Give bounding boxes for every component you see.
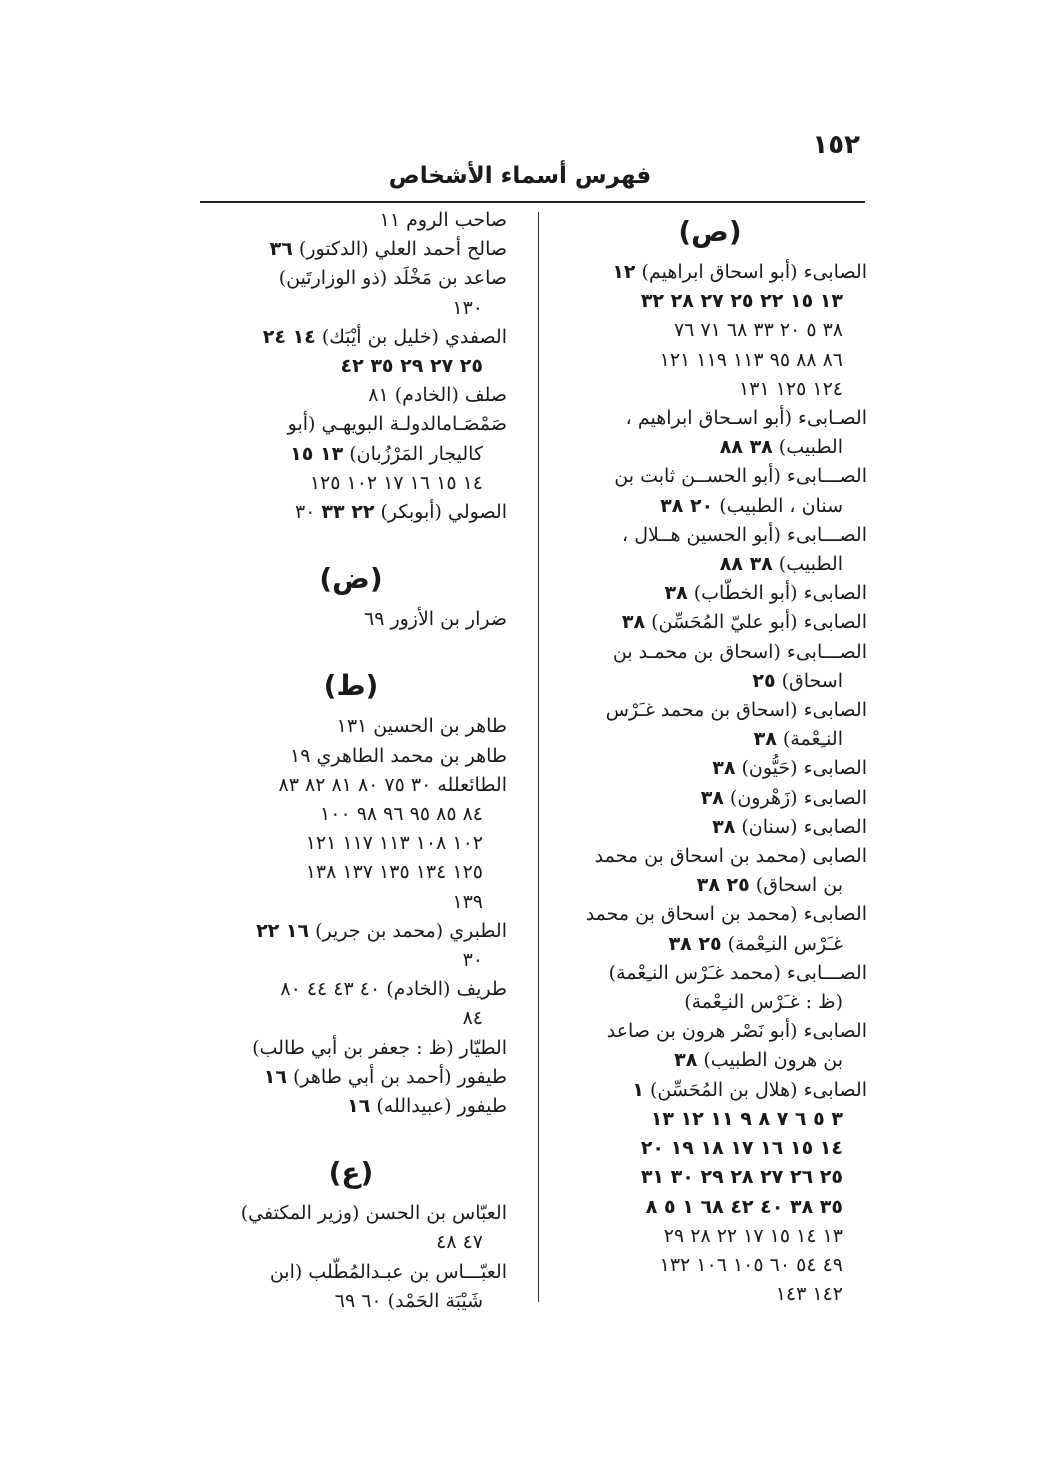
index-entry-line <box>553 638 867 667</box>
page-title: فهرس أسماء الأشخاص <box>388 163 652 189</box>
entry-bold-pages: ١٦ ٢٢ <box>256 919 310 942</box>
index-entry-line <box>195 294 507 323</box>
entries-group <box>195 712 507 1121</box>
index-entry-line <box>553 1076 867 1105</box>
index-entry-line <box>195 712 507 741</box>
index-entry-line <box>195 352 507 381</box>
index-entry-line <box>195 1063 507 1092</box>
entry-text: طيفور (أحمد بن أبي طاهر) <box>286 1065 507 1088</box>
entry-text: الطبيب) <box>772 436 843 459</box>
entry-text: الصابىء (هلال بن المُحَسِّن) <box>643 1078 867 1101</box>
index-entry-line <box>195 771 507 800</box>
index-entry-line <box>195 235 507 264</box>
entry-text: الصابىء (أبو الخطّاب) <box>687 582 867 605</box>
entry-text: ١٣٠ <box>452 296 483 319</box>
index-entry-line <box>553 1134 867 1163</box>
entry-bold-pages: ٣٨ <box>753 728 777 751</box>
index-entry-line <box>195 917 507 946</box>
index-entry-line <box>553 258 867 287</box>
entry-text: بن هرون الطبيب) <box>697 1049 843 1072</box>
index-entry-line <box>195 1034 507 1063</box>
entry-text: صلف (الخادم) ٨١ <box>368 384 507 407</box>
entry-bold-pages: ٢٥ <box>752 669 776 692</box>
index-entry-line <box>553 1046 867 1075</box>
index-entry-line <box>195 498 507 527</box>
index-entry-line <box>553 1105 867 1134</box>
index-entry-line <box>553 988 867 1017</box>
entry-text: صاحب الروم ١١ <box>379 209 507 231</box>
entry-bold-pages: ٣٨ <box>712 815 736 838</box>
entry-text: ٨٤ ٨٥ ٩٥ ٩٦ ٩٨ ١٠٠ <box>320 803 483 826</box>
entry-bold-pages: ٢٥ ٣٨ <box>696 874 750 897</box>
index-entry-line <box>553 375 867 404</box>
section-heading-sad: (ص) <box>678 215 742 248</box>
entry-text: الصابىء (سنان) <box>735 815 867 838</box>
entry-text: الصابى (محمد بن اسحاق بن محمد <box>594 845 867 868</box>
entry-text: الطبري (محمد بن جرير) <box>309 919 507 942</box>
entry-bold-pages: ٣ ٥ ٦ ٧ ٨ ٩ ١١ ١٢ ١٣ <box>650 1107 843 1130</box>
entry-text: بن اسحاق) <box>749 874 843 897</box>
entry-text: ١٢٤ ١٢٥ ١٣١ <box>739 377 843 400</box>
entry-text: ٤٧ ٤٨ <box>436 1231 483 1254</box>
entry-bold-pages: ٣٨ ٨٨ <box>719 436 773 459</box>
index-entry-line <box>553 608 867 637</box>
section-heading: (ع) <box>328 1156 374 1190</box>
entry-text: الطيّار (ظ : جعفر بن أبي طالب) <box>252 1036 507 1059</box>
entry-bold-pages: ١٦ <box>263 1065 287 1088</box>
entry-bold-pages: ١٣ ١٥ ٢٢ ٢٥ ٢٧ ٢٨ ٣٢ <box>640 290 843 313</box>
index-entry-line <box>553 316 867 345</box>
entry-text: طاهر بن محمد الطاهري ١٩ <box>290 744 507 767</box>
entry-text: الصابىء (زَهْرون) <box>723 786 867 809</box>
entry-text: ١٢٥ ١٣٤ ١٣٥ ١٣٧ ١٣٨ <box>305 861 483 884</box>
entry-text: الصابىء (أبو اسحاق ابراهيم) <box>635 261 867 283</box>
index-entry-line <box>553 1280 867 1309</box>
entry-text: الصابىء (أبو عليّ المُحَسِّن) <box>645 611 867 634</box>
index-entry-line <box>195 381 507 410</box>
entry-text: (ظ : غـَرْس النـِعْمة) <box>684 991 843 1014</box>
index-entry-line <box>195 742 507 771</box>
index-entry-line <box>195 605 507 634</box>
entry-bold-pages: ١٦ <box>347 1095 371 1118</box>
entry-text: الصـــابىء (أبو الحسين هــلال ، <box>622 523 867 546</box>
entry-bold-pages: ٣٨ ٨٨ <box>719 553 773 576</box>
entry-text: الصابىء (حَيُّون) <box>735 757 867 780</box>
entry-text: اسحاق) <box>775 669 843 692</box>
entry-text: طريف (الخادم) ٤٠ ٤٣ ٤٤ ٨٠ <box>280 978 507 1001</box>
entry-text: صاعد بن مَخْلَد (ذو الوزارتَين) <box>278 267 507 290</box>
index-entry-line <box>195 800 507 829</box>
index-entry-line <box>553 696 867 725</box>
entry-text: ٣٠ <box>462 949 483 972</box>
index-entry-line <box>553 900 867 929</box>
entry-text: سنان ، الطبيب) <box>713 494 843 517</box>
index-entry-line <box>195 858 507 887</box>
entry-text: الصابىء (محمد بن اسحاق بن محمد <box>585 903 867 926</box>
index-entry-line <box>553 579 867 608</box>
index-entry-line <box>553 346 867 375</box>
index-entry-line <box>553 930 867 959</box>
index-entry-line <box>195 469 507 498</box>
entry-bold-pages: ١ <box>632 1078 644 1101</box>
entry-text: الطائعلله ٣٠ ٧٥ ٨٠ ٨١ ٨٢ ٨٣ <box>278 773 507 796</box>
index-entry-line <box>553 462 867 491</box>
index-entry-line <box>195 888 507 917</box>
index-entry-line <box>195 1228 507 1257</box>
index-entry-line <box>195 1092 507 1121</box>
index-entry-line <box>553 1017 867 1046</box>
entry-bold-pages: ٣٦ <box>269 238 293 261</box>
entry-text: الصابىء (أبو نَصْر هرون بن صاعد <box>606 1020 867 1043</box>
entry-text: كاليجار المَرْزُبان) <box>343 442 483 465</box>
entry-bold-pages: ٣٨ <box>664 582 688 605</box>
entry-text: ٨٦ ٨٨ ٩٥ ١١٣ ١١٩ ١٢١ <box>659 348 843 371</box>
entry-text: طاهر بن الحسين ١٣١ <box>336 715 507 738</box>
entry-bold-pages: ٣٨ <box>712 757 736 780</box>
entry-bold-pages: ٣٨ <box>700 786 724 809</box>
entry-bold-pages: ٢٥ ٣٨ <box>668 932 722 955</box>
entry-tail-pages: ٣٠ <box>294 501 322 524</box>
index-entry-line <box>553 1163 867 1192</box>
entry-text: النـِعْمة) <box>776 728 843 751</box>
index-entry-line <box>195 1258 507 1287</box>
entries-group <box>195 1199 507 1316</box>
index-column-right <box>553 206 867 1309</box>
entry-text: العبّـــاس بن عبـدالمُطّلب (ابن <box>269 1260 507 1283</box>
index-entry-line <box>553 871 867 900</box>
index-entry-line <box>195 1287 507 1316</box>
index-entry-line <box>553 754 867 783</box>
entry-text: ١٤٢ ١٤٣ <box>775 1283 843 1306</box>
page-number: ١٥٢ <box>812 130 860 160</box>
index-entry-line <box>553 959 867 988</box>
index-entry-line <box>553 521 867 550</box>
entry-text: طيفور (عبيدالله) <box>370 1095 507 1118</box>
index-entry-line <box>553 1222 867 1251</box>
entry-text: الصفدي (خليل بن أيْبَك) <box>315 325 507 348</box>
section-heading: (ض) <box>319 562 383 596</box>
title-rule <box>200 201 865 203</box>
entry-text: صالح أحمد العلي (الدكتور) <box>292 238 507 261</box>
index-entry-line <box>195 975 507 1004</box>
entry-text: الصـــابىء (محمد غـَرْس النـِعْمة) <box>608 961 867 984</box>
entry-text: الطبيب) <box>772 553 843 576</box>
entry-bold-pages: ٢٢ ٣٣ <box>321 501 375 524</box>
index-entry-line <box>195 1199 507 1228</box>
entry-text: الصـابىء (أبو اسـحاق ابراهيم ، <box>625 407 867 430</box>
section-heading: (ط) <box>323 669 379 703</box>
entry-bold-pages: ٣٨ <box>621 611 646 634</box>
entry-bold-pages: ١٢ <box>612 261 636 283</box>
entries-group <box>195 206 507 527</box>
index-entry-line <box>195 323 507 352</box>
index-entry-line <box>553 725 867 754</box>
index-entry-line <box>195 1004 507 1033</box>
entry-bold-pages: ٣٨ <box>674 1049 698 1072</box>
entry-text: ١٣ ١٤ ١٥ ١٧ ٢٢ ٢٨ ٢٩ <box>663 1224 843 1247</box>
index-entry-line <box>553 492 867 521</box>
entry-bold-pages: ٢٠ ٣٨ <box>660 494 714 517</box>
index-entry-line <box>195 206 507 235</box>
index-entry-line <box>195 946 507 975</box>
entry-text: ضرار بن الأزور ٦٩ <box>363 608 507 631</box>
entry-bold-pages: ١٤ ٢٤ <box>262 325 316 348</box>
entry-bold-pages: ١٣ ١٥ <box>290 442 344 465</box>
entry-text: ٨٤ <box>462 1007 483 1030</box>
index-entry-line <box>553 550 867 579</box>
index-entry-line <box>195 829 507 858</box>
entry-text: صَمْصَـامالدولـة البويهـي (أبو <box>287 413 507 436</box>
index-entry-line <box>195 440 507 469</box>
entry-text: شَيْبَة الحَمْد) ٦٠ ٦٩ <box>334 1289 483 1312</box>
entry-text: غـَرْس النـِعْمة) <box>721 932 843 955</box>
index-entry-line <box>553 433 867 462</box>
entry-text: ١٣٩ <box>452 890 483 913</box>
entry-text: ١٠٢ ١٠٨ ١١٣ ١١٧ ١٢١ <box>305 832 483 855</box>
index-entry-line <box>553 287 867 316</box>
index-entry-line <box>195 264 507 293</box>
entry-text: الصولي (أبوبكر) <box>374 501 507 524</box>
entries-sad <box>553 258 867 1309</box>
entry-bold-pages: ٢٥ ٢٧ ٢٩ ٣٥ ٤٢ <box>340 355 483 378</box>
entry-bold-pages: ٢٥ ٢٦ ٢٧ ٢٨ ٢٩ ٣٠ ٣١ <box>640 1166 843 1189</box>
entry-text: الصابىء (اسحاق بن محمد غـَرْس <box>605 699 867 722</box>
index-entry-line <box>553 404 867 433</box>
index-entry-line <box>553 1193 867 1222</box>
entry-text: ٤٩ ٥٤ ٦٠ ١٠٥ ١٠٦ ١٣٢ <box>659 1253 843 1276</box>
entry-bold-pages: ١٤ ١٥ ١٦ ١٧ ١٨ ١٩ ٢٠ <box>640 1137 843 1160</box>
index-column-left <box>195 206 507 1316</box>
index-entry-line <box>553 667 867 696</box>
index-entry-line <box>553 813 867 842</box>
index-entry-line <box>553 1251 867 1280</box>
entry-text: ١٤ ١٥ ١٦ ١٧ ١٠٢ ١٢٥ <box>309 471 483 494</box>
column-divider <box>538 212 539 1302</box>
entry-text: الصـــابىء (اسحاق بن محمـد بن <box>612 640 867 663</box>
entry-bold-pages: ٣٥ ٣٨ ٤٠ ٤٢ ٦٨ ١ ٥ ٨ <box>645 1195 843 1218</box>
index-entry-line <box>553 842 867 871</box>
index-entry-line <box>195 410 507 439</box>
entry-text: الصـــابىء (أبو الحســن ثابت بن <box>614 465 867 488</box>
entry-text: العبّاس بن الحسن (وزير المكتفي) <box>240 1202 507 1225</box>
entry-text: ٣٨ ٥ ٢٠ ٣٣ ٦٨ ٧١ ٧٦ <box>673 319 843 342</box>
entries-group <box>195 605 507 634</box>
index-entry-line <box>553 784 867 813</box>
